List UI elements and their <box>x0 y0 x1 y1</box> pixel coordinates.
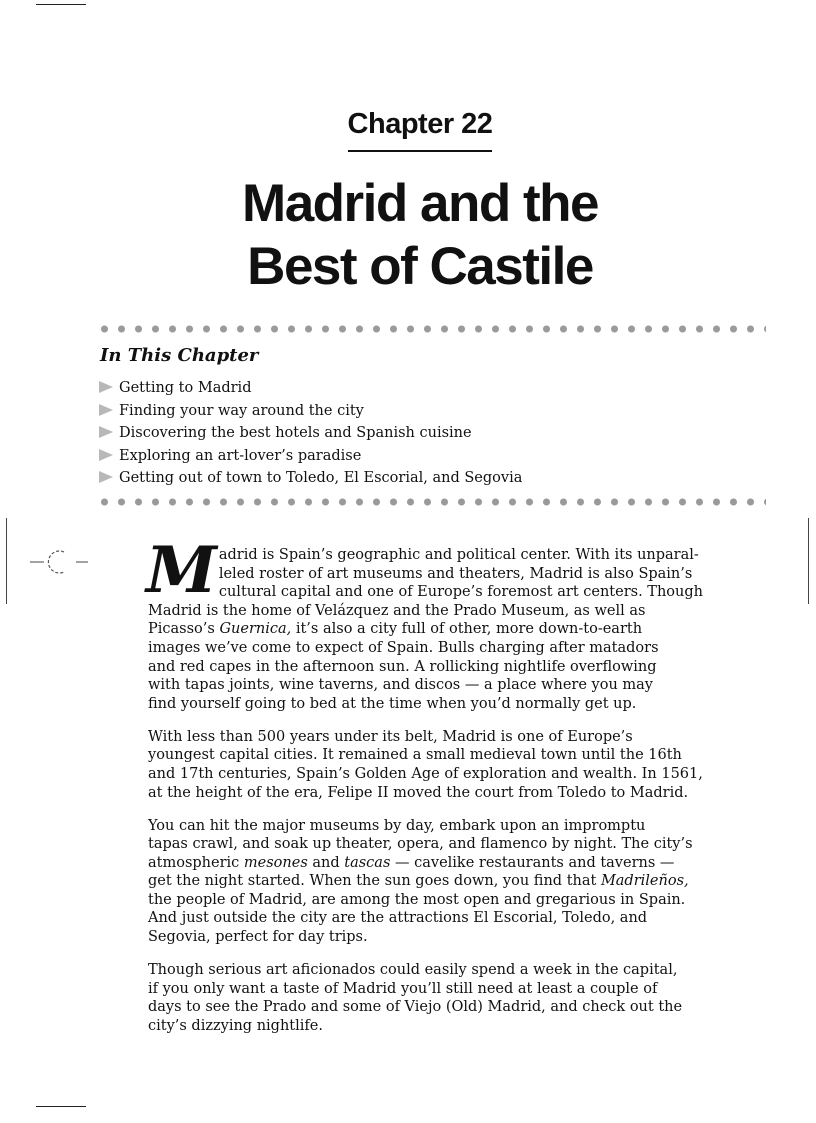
bullet-arrow-icon <box>99 404 113 416</box>
paragraph-intro: M adrid is Spain’s geographic and political center. With its unparal- leled roster of art museums and theaters, Madrid is also Spain’s cultural capital and one of Europe’s foremost art centers. Though Madrid is the home of Velázquez and the Prado Museum, as well as Picasso’s Guernica, it’s also a city full of other, more down-to-earth images we’ve come to expect of Spain. Bulls charging after matadors and red capes in the afternoon sun. A rollicking nightlife overflowing with tapas joints, wine taverns, and discos — a place where you may find yourself going to bed at the time when you’d normally get up. <box>146 533 703 712</box>
paragraph-nightlife: You can hit the major museums by day, embark upon an impromptu tapas crawl, and soak up theater, opera, and flamenco by night. The city’s atmospheric mesones and tascas — cavelike restaurants and taverns — get the night started. When the sun goes down, you find that Madrileños, the people of Madrid, are among the most open and gregarious in Spain. And just outside the city are the attractions El Escorial, Toledo, and Segovia, perfect for day trips. <box>148 817 693 946</box>
crop-mark-top <box>36 4 86 5</box>
bullet-arrow-icon <box>99 471 113 483</box>
bullet-arrow-icon <box>99 381 113 393</box>
chapter-title-line-1: Madrid and the <box>242 174 598 233</box>
bullet-arrow-icon <box>99 449 113 461</box>
dotted-divider-bottom <box>96 497 766 507</box>
list-item: Discovering the best hotels and Spanish cuisine <box>99 422 759 445</box>
drop-cap: M <box>146 533 215 608</box>
crop-mark-bottom <box>36 1106 86 1107</box>
list-item: Getting out of town to Toledo, El Escorial, and Segovia <box>99 467 759 490</box>
in-this-chapter-heading: In This Chapter <box>100 345 259 366</box>
paragraph-visit: Though serious art aficionados could easily spend a week in the capital, if you only want a taste of Madrid you’ll still need at least a couple of days to see the Prado and some of Viejo (Old) Madrid, and check out the city’s dizzying nightlife. <box>148 962 683 1034</box>
chapter-topics-list <box>99 377 759 490</box>
registration-mark-icon <box>30 546 90 578</box>
list-item: Getting to Madrid <box>99 377 759 400</box>
bullet-arrow-icon <box>99 426 113 438</box>
dotted-divider-top <box>96 324 766 334</box>
chapter-title <box>0 172 816 298</box>
paragraph-history: With less than 500 years under its belt, Madrid is one of Europe’s youngest capital cities. It remained a small medieval town until the 16th and 17th centuries, Spain’s Golden Age of exploration and wealth. In 1561, at the height of the era, Felipe II moved the court from Toledo to Madrid. <box>148 728 703 801</box>
list-item: Finding your way around the city <box>99 400 759 423</box>
edge-mark-left <box>6 518 7 604</box>
chapter-body <box>146 533 770 1050</box>
edge-mark-right <box>808 518 809 604</box>
chapter-number: Chapter 22 <box>0 108 816 152</box>
chapter-title-line-2: Best of Castile <box>247 237 593 296</box>
list-item: Exploring an art-lover’s paradise <box>99 445 759 468</box>
